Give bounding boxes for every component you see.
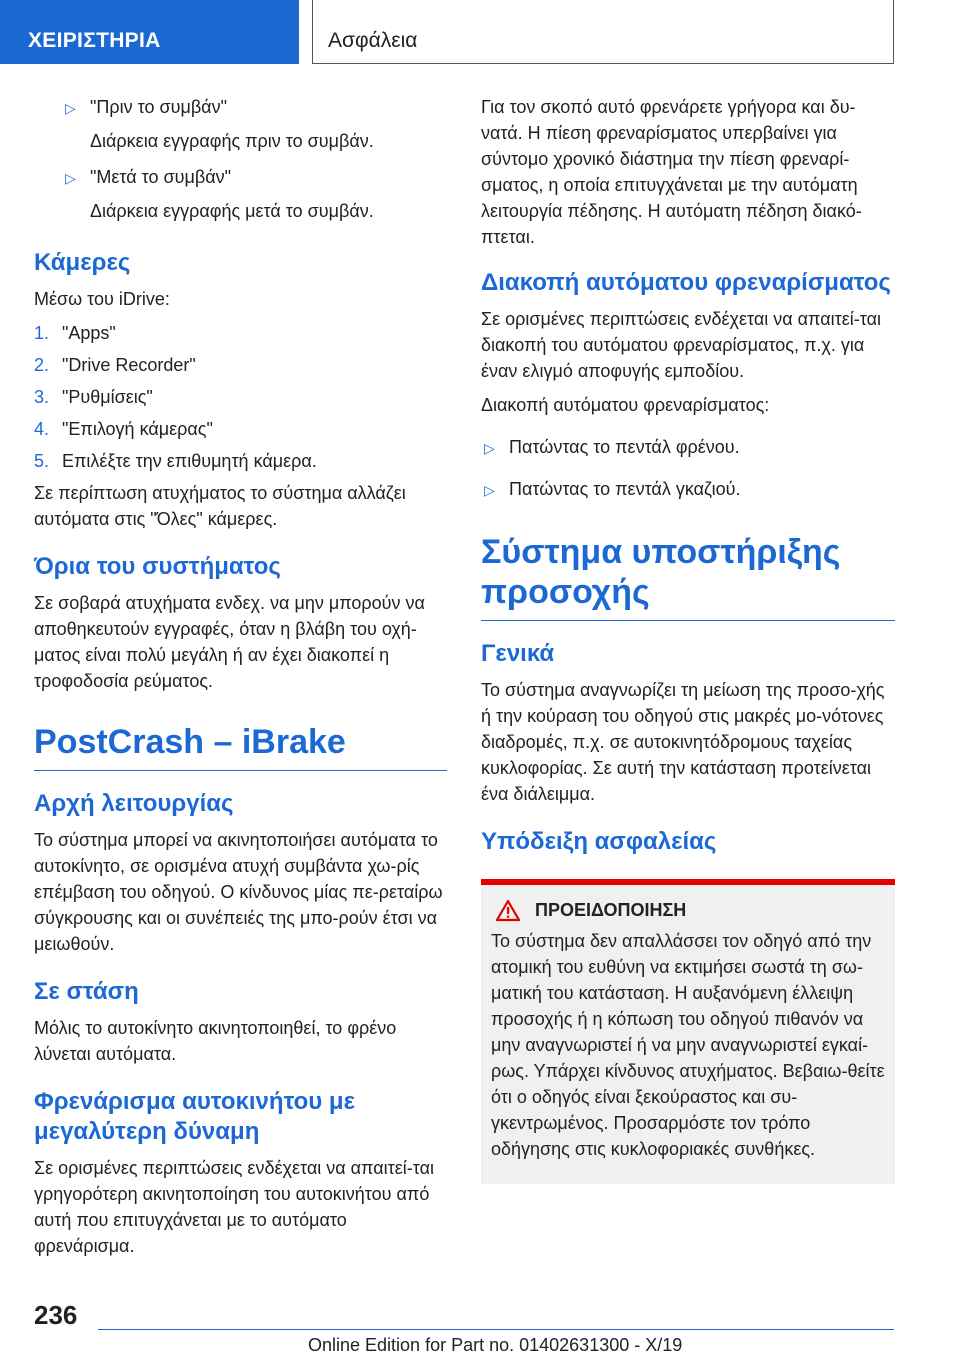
limits-heading: Όρια του συστήματος: [34, 553, 281, 580]
warning-box: [481, 879, 895, 1184]
cameras-note: Σε περίπτωση ατυχήματος το σύστημα αλλάζει αυτόματα στις "Όλες" κάμερες.: [34, 483, 406, 529]
step-item: 5. Επιλέξτε την επιθυμητή κάμερα.: [34, 451, 317, 471]
left-column: [34, 94, 447, 1259]
list-item: ▷ "Μετά το συμβάν" Διάρκεια εγγραφής μετά το συμβάν.: [65, 167, 374, 221]
chapter-tab: ΧΕΙΡΙΣΤΗΡΙΑ: [0, 0, 299, 64]
braking-heading: Φρενάρισμα αυτοκινήτου με μεγαλύτερη δύναμη: [34, 1088, 355, 1145]
page-number: 236: [34, 1300, 78, 1330]
cameras-intro: Μέσω του iDrive:: [34, 289, 170, 309]
warning-header: [491, 899, 885, 922]
footer-divider: [98, 1329, 894, 1330]
general-text: Το σύστημα αναγνωρίζει τη μείωση της προσο-χής ή την κούραση του οδηγού στις μακρές μο-νότονες διαδρομές, π.χ. σε αυτοκινητόδρομους ταχείας κυκλοφορίας. Σε αυτή την κατάσταση προτείνεται ένα διάλειμμα.: [481, 680, 885, 804]
triangle-bullet-icon: ▷: [484, 440, 495, 456]
triangle-bullet-icon: ▷: [65, 170, 76, 186]
list-item: ▷ Πατώντας το πεντάλ φρένου.: [481, 434, 895, 460]
principle-heading: Αρχή λειτουργίας: [34, 790, 234, 817]
warning-title: ΠΡΟΕΙΔΟΠΟΙΗΣΗ: [535, 900, 687, 920]
step-item: 3. "Ρυθμίσεις": [34, 387, 153, 407]
list-item: ▷ Πατώντας το πεντάλ γκαζιού.: [481, 476, 895, 502]
footer-edition: Online Edition for Part no. 01402631300 - X/19: [308, 1335, 683, 1355]
attention-heading: Σύστημα υποστήριξης προσοχής: [481, 532, 895, 621]
limits-text: Σε σοβαρά ατυχήματα ενδεχ. να μην μπορούν να αποθηκευτούν εγγραφές, όταν η βλάβη του οχή-ματος είναι πολύ μεγάλη ή αν έχει διακοπεί η τροφοδοσία ρεύματος.: [34, 593, 425, 691]
interrupt-text: Σε ορισμένες περιπτώσεις ενδέχεται να απαιτεί-ται διακοπή του αυτόματου φρεναρίσματος, π.χ. για έναν ελιγμό αποφυγής εμποδίου.: [481, 309, 881, 381]
interrupt-intro: Διακοπή αυτόματου φρεναρίσματος:: [481, 395, 770, 415]
step-item: 4. "Επιλογή κάμερας": [34, 419, 213, 439]
safety-heading: Υπόδειξη ασφαλείας: [481, 828, 717, 855]
warning-triangle-icon: [495, 899, 521, 922]
cameras-heading: Κάμερες: [34, 249, 131, 276]
standstill-text: Μόλις το αυτοκίνητο ακινητοποιηθεί, το φρένο λύνεται αυτόματα.: [34, 1018, 397, 1064]
section-tab: Ασφάλεια: [312, 0, 894, 64]
intro-text: Για τον σκοπό αυτό φρενάρετε γρήγορα και δυ-νατά. Η πίεση φρεναρίσματος υπερβαίνει για σύντομο χρονικό διάστημα την πίεση φρεναρί-σματος, η οποία επιτυγχάνεται με την αυτόματη λειτουργία πέδησης. Η αυτόματη πέδηση διακό-πτεται.: [481, 97, 862, 247]
list-item: ▷ "Πριν το συμβάν" Διάρκεια εγγραφής πριν το συμβάν.: [65, 97, 374, 151]
standstill-heading: Σε στάση: [34, 978, 139, 1005]
step-item: 1. "Apps": [34, 323, 116, 343]
principle-text: Το σύστημα μπορεί να ακινητοποιήσει αυτόματα το αυτοκίνητο, σε ορισμένα ατυχή συμβάντα χω-ρίς επέμβαση του οδηγού. Ο κίνδυνος μίας πε-ρεταίρω σύγκρουσης και οι συνέπειές της μπο-ρούν έτσι να μειωθούν.: [34, 830, 443, 954]
interrupt-heading: Διακοπή αυτόματου φρεναρίσματος: [481, 269, 891, 296]
triangle-bullet-icon: ▷: [65, 100, 76, 116]
triangle-bullet-icon: ▷: [484, 482, 495, 498]
warning-text: Το σύστημα δεν απαλλάσσει τον οδηγό από την ατομική του ευθύνη να εκτιμήσει σωστά τη σω-ματική του κατάσταση. Η αυξανόμενη έλλειψη προσοχής ή η κόπωση του οδηγού πιθανόν να μην αναγνωριστεί ή να μην αναγνωριστεί εγκαί-ρως. Υπάρχει κίνδυνος ατυχήματος. Βεβαιω-θείτε ότι ο οδηγός είναι ξεκούραστος και συ-γκεντρωμένος. Προσαρμόστε τον τρόπο οδήγησης στις κυκλοφοριακές συνθήκες.: [491, 931, 885, 1159]
step-item: 2. "Drive Recorder": [34, 355, 196, 375]
general-heading: Γενικά: [481, 640, 555, 667]
postcrash-heading: PostCrash – iBrake: [34, 722, 447, 771]
braking-text: Σε ορισμένες περιπτώσεις ενδέχεται να απαιτεί-ται γρηγορότερη ακινητοποίηση του αυτοκινήτου από αυτή που επιτυγχάνεται με το αυτόματο φρενάρισμα.: [34, 1158, 434, 1256]
right-column: [481, 94, 895, 1184]
